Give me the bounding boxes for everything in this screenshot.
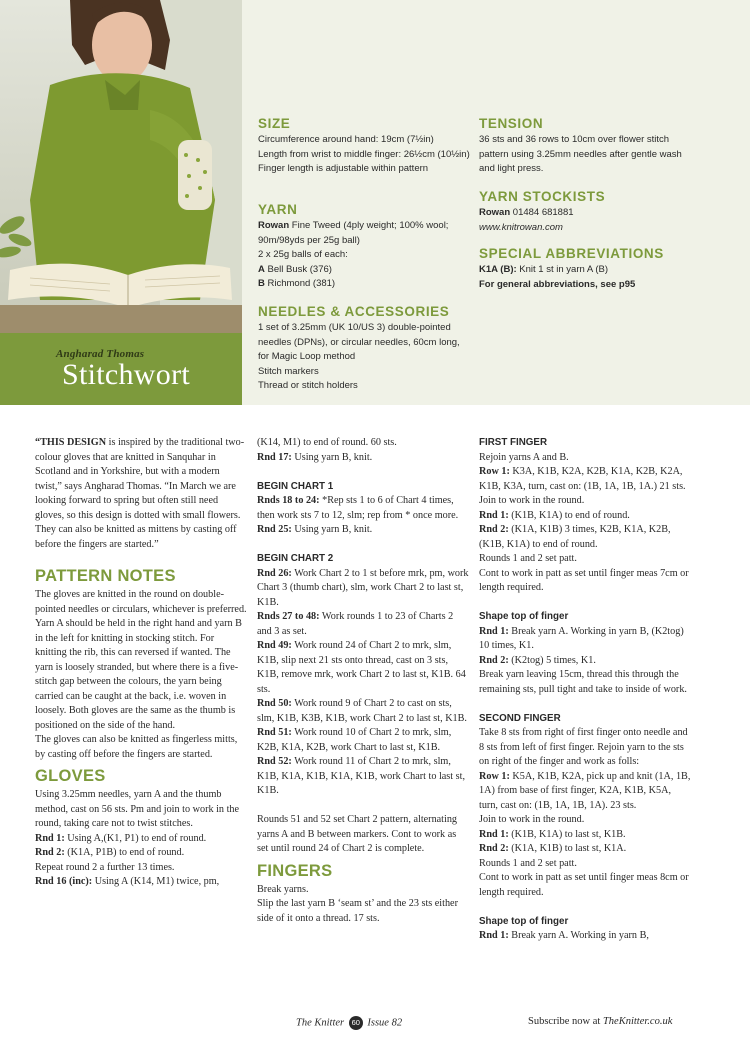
instruction-line: [479, 842, 691, 857]
spacer: [257, 799, 469, 814]
stockists-body: [479, 206, 694, 235]
pattern-title: Stitchwort: [62, 358, 190, 391]
shape-top-heading: Shape top of finger: [479, 611, 569, 622]
instruction-key: Rnds 27 to 48:: [257, 611, 320, 622]
column-2: [257, 436, 469, 926]
column-1: [35, 436, 247, 890]
gloves-heading: GLOVES: [35, 767, 106, 785]
instruction-line: [35, 846, 247, 861]
instruction-line: Rounds 51 and 52 set Chart 2 pattern, alternating yarns A and B between markers. Cont to work as set until round 24 of Chart 2 is complete.: [257, 814, 458, 854]
instruction-text: *Rep sts 1 to 6 of Chart 4 times, then work sts 7 to 12, slm; rep from * once more.: [257, 495, 459, 521]
first-finger-heading: FIRST FINGER: [479, 437, 548, 448]
instruction-line: Slip the last yarn B ‘seam st’ and the 23 sts either side of it onto a thread. 17 sts.: [257, 898, 458, 924]
instruction-text: (K1B, K1A) to end of round.: [508, 509, 630, 521]
instruction-line: [479, 770, 691, 814]
abbrev-k1a: [479, 263, 694, 278]
instruction-line: [257, 697, 469, 726]
instruction-text: Work round 10 of Chart 2 to mrk, slm, K2B, K1A, K2B, work Chart to last st, K1B.: [257, 727, 452, 753]
instruction-key: Rnd 2:: [479, 524, 509, 535]
instruction-line: [479, 509, 691, 524]
gloves-text: Using 3.25mm needles, yarn A and the thumb method, cast on 56 sts. Pm and join to work in the round, taking care not to twist stitches.: [35, 789, 240, 829]
page-number: 60: [349, 1016, 363, 1030]
instruction-text: Using yarn B, knit.: [291, 451, 373, 463]
size-body: [258, 133, 470, 177]
yarn-a-val: Bell Busk (376): [264, 263, 332, 275]
footer-issue: [296, 1016, 402, 1030]
instruction-line: Break yarn leaving 15cm, thread this through the remaining sts, pull tight and take to inside of work.: [479, 669, 687, 695]
instruction-line: [257, 567, 469, 611]
instruction-text: Break yarn A. Working in yarn B, (K2tog) 10 times, K1.: [479, 625, 684, 651]
instruction-key: Row 1:: [479, 466, 510, 477]
instruction-line: Rounds 1 and 2 set patt.: [479, 857, 577, 869]
instruction-text: K3A, K1B, K2A, K2B, K1A, K2B, K2A, K1B, K3A, turn, cast on: (1B, 1A, 1B, 1A.) 21 sts. Join to work in the round.: [479, 466, 686, 506]
instruction-text: Using A,(K1, P1) to end of round.: [64, 832, 207, 844]
instruction-key: Rnd 16 (inc):: [35, 876, 93, 887]
instruction-line: Break yarns.: [257, 883, 309, 895]
abbrev-heading: SPECIAL ABBREVIATIONS: [479, 246, 664, 261]
instruction-text: (K2tog) 5 times, K1.: [508, 654, 596, 666]
instruction-key: Rnd 1:: [479, 509, 509, 521]
fingers-heading: FINGERS: [257, 861, 333, 880]
instruction-key: Rnd 49:: [257, 640, 292, 651]
size-heading: SIZE: [258, 116, 291, 131]
spacer: [257, 465, 469, 480]
instruction-line: [257, 523, 469, 538]
instruction-line: Join to work in the round.: [479, 814, 585, 825]
pattern-notes-text: The gloves can also be knitted as fingerless mitts, by casting off before the fingers are started.: [35, 734, 238, 760]
instruction-line: [479, 654, 691, 669]
yarn-b: [258, 277, 470, 292]
instruction-text: Work Chart 2 to 1 st before mrk, pm, work Chart 3 (thumb chart), slm, work Chart 2 to last st, K1B.: [257, 567, 469, 608]
instruction-line: [35, 832, 247, 847]
instruction-key: Rnd 1:: [35, 832, 65, 844]
instruction-key: Rnd 52:: [257, 756, 292, 767]
tension-body: [479, 133, 694, 177]
yarn-a-key: A: [258, 263, 265, 275]
tension-text: 36 sts and 36 rows to 10cm over flower stitch pattern using 3.25mm needles after gentle wash and light press.: [479, 134, 682, 174]
instruction-line: [257, 726, 469, 755]
instruction-line: Rounds 1 and 2 set patt.: [479, 553, 577, 564]
stockists-web[interactable]: www.knitrowan.com: [479, 221, 563, 233]
instruction-key: Rnd 1:: [479, 828, 509, 840]
abbrev-general-text: For general abbreviations, see p95: [479, 278, 636, 290]
size-line: Length from wrist to middle finger: 26½cm (10½in): [258, 148, 470, 160]
pattern-notes-heading: PATTERN NOTES: [35, 567, 176, 585]
instruction-text: K5A, K1B, K2A, pick up and knit (1A, 1B, 1A) from base of first finger, K2A, K1B, K5A, turn, cast on: (1B, 1A, 1B, 1A). 23 sts.: [479, 770, 691, 811]
instruction-text: Work round 24 of Chart 2 to mrk, slm, K1B, slip next 21 sts onto thread, cast on 3 sts, K1B, remove mrk, work Chart 2 to last st, K1B. 64 sts.: [257, 640, 466, 695]
tension-heading: TENSION: [479, 116, 544, 131]
yarn-desc-text: Fine Tweed (4ply weight; 100% wool; 90m/98yds per 25g ball): [258, 220, 449, 246]
size-line: Circumference around hand: 19cm (7½in): [258, 134, 434, 145]
chart2-heading: BEGIN CHART 2: [257, 553, 334, 564]
spacer: [479, 596, 691, 611]
stockists-brand: Rowan: [479, 207, 511, 218]
size-line: Finger length is adjustable within pattern: [258, 163, 429, 174]
instruction-key: Rnd 2:: [479, 654, 509, 666]
footer-subscribe: [528, 1016, 672, 1027]
instruction-key: Rnd 1:: [479, 930, 509, 941]
shape-top-heading: Shape top of finger: [479, 915, 569, 927]
yarn-balls: 2 x 25g balls of each:: [258, 249, 348, 260]
spacer: [257, 538, 469, 553]
abbrev-k1a-key: K1A (B):: [479, 264, 517, 275]
instruction-line: [35, 875, 247, 890]
yarn-heading: YARN: [258, 202, 298, 217]
instruction-line: [479, 828, 691, 843]
instruction-key: Rnd 17:: [257, 451, 292, 463]
designer-byline: Angharad Thomas: [56, 348, 145, 360]
instruction-text: (K1A, K1B) 3 times, K2B, K1A, K2B, (K1B, K1A) to end of round.: [479, 524, 671, 550]
needles-line: Stitch markers: [258, 365, 319, 377]
instruction-line: [257, 451, 469, 466]
yarn-desc: [258, 219, 470, 248]
intro-paragraph: [35, 436, 247, 552]
instruction-line: [479, 929, 691, 944]
instruction-text: Using yarn B, knit.: [291, 524, 373, 535]
instruction-key: Rnd 26:: [257, 567, 292, 579]
intro-lead: “THIS DESIGN: [35, 437, 107, 448]
spacer: [479, 697, 691, 712]
subscribe-link[interactable]: TheKnitter.co.uk: [602, 1016, 673, 1027]
abbrev-k1a-val: Knit 1 st in yarn A (B): [516, 264, 609, 275]
instruction-key: Rnd 2:: [479, 843, 509, 854]
instruction-line: Cont to work in patt as set until finger meas 8cm or length required.: [479, 872, 689, 898]
abbrev-general: [479, 278, 694, 293]
cover-photo: [0, 0, 242, 333]
chart1-heading: BEGIN CHART 1: [257, 480, 334, 492]
yarn-b-val: Richmond (381): [264, 278, 336, 289]
instruction-text: Work round 11 of Chart 2 to mrk, slm, K1B, K1A, K1B, K1A, K1B, work Chart to last st, K1B.: [257, 756, 465, 796]
yarn-body: [258, 219, 470, 292]
instruction-line: [257, 639, 469, 697]
yarn-a: [258, 263, 470, 278]
pattern-notes-text: The gloves are knitted in the round on double-pointed needles or circulars, whichever is preferred. Yarn A should be held in the right hand and yarn B in the left for knitting in stocking stitch. For knitting the rib, this can reversed if wanted. The yarn is loosely stranded, but where there is a five-stitch gap between the colours, the yarn being carried can be caught at the back, i.e. woven in loosely. Both gloves are the same as the thumb is positioned on the side of the hand.: [35, 589, 247, 731]
needles-line: 1 set of 3.25mm (UK 10/US 3) double-pointed needles (DPNs), or circular needles, 60cm long, for Magic Loop method: [258, 322, 460, 362]
stockists-line: [479, 206, 694, 221]
second-finger-heading: SECOND FINGER: [479, 712, 561, 724]
stockists-heading: YARN STOCKISTS: [479, 189, 606, 204]
instruction-key: Rnds 18 to 24:: [257, 495, 320, 506]
needles-heading: NEEDLES & ACCESSORIES: [258, 304, 450, 319]
stockists-phone: 01484 681881: [510, 207, 574, 218]
magazine-name: The Knitter: [296, 1017, 345, 1029]
instruction-line: Repeat round 2 a further 13 times.: [35, 861, 175, 873]
column-3: [479, 436, 691, 944]
instruction-line: [257, 610, 469, 639]
instruction-key: Rnd 50:: [257, 698, 292, 709]
instruction-text: Work rounds 1 to 23 of Charts 2 and 3 as set.: [257, 611, 454, 637]
instruction-line: [479, 465, 691, 509]
spacer: [479, 900, 691, 915]
subscribe-text: Subscribe now at: [528, 1016, 603, 1027]
abbrev-body: [479, 263, 694, 292]
instruction-text: (K1A, K1B) to last st, K1A.: [508, 843, 627, 854]
needles-body: [258, 321, 470, 394]
instruction-key: Rnd 51:: [257, 727, 292, 738]
intro-text: is inspired by the traditional two-colour gloves that are knitted in Sanquhar in Scotland and in Yorkshire, but with a modern twist,” says Angharad Thomas. “In March we are looking forward to spring but often still need gloves, so this design is dotted with small flowers. They can also be knitted as mittens by casting off before the fingers are started.”: [35, 437, 245, 550]
instruction-line: (K14, M1) to end of round. 60 sts.: [257, 437, 397, 448]
instruction-key: Rnd 25:: [257, 524, 292, 535]
instruction-text: (K1A, P1B) to end of round.: [64, 847, 185, 858]
instruction-text: (K1B, K1A) to last st, K1B.: [508, 828, 626, 840]
instruction-line: [257, 494, 469, 523]
instruction-text: Using A (K14, M1) twice, pm,: [92, 876, 220, 887]
instruction-line: Take 8 sts from right of first finger onto needle and 8 sts from left of first finger. Rejoin yarn to the sts on right of the finger and work as folls:: [479, 727, 688, 767]
needles-line: Thread or stitch holders: [258, 380, 358, 391]
instruction-key: Rnd 1:: [479, 625, 509, 637]
instruction-text: Break yarn A. Working in yarn B,: [508, 930, 649, 941]
instruction-text: Work round 9 of Chart 2 to cast on sts, slm, K1B, K3B, K1B, work Chart 2 to last st, K1B.: [257, 698, 467, 724]
yarn-brand: Rowan: [258, 220, 290, 231]
instruction-line: [479, 523, 691, 552]
yarn-b-key: B: [258, 278, 265, 289]
issue-number: Issue 82: [367, 1017, 403, 1029]
instruction-key: Rnd 2:: [35, 847, 65, 858]
instruction-line: Rejoin yarns A and B.: [479, 451, 569, 463]
instruction-line: [479, 625, 691, 654]
knitter-photo-illustration: [0, 0, 242, 333]
instruction-line: Cont to work in patt as set until finger meas 7cm or length required.: [479, 567, 689, 593]
instruction-key: Row 1:: [479, 770, 510, 782]
instruction-line: [257, 755, 469, 799]
